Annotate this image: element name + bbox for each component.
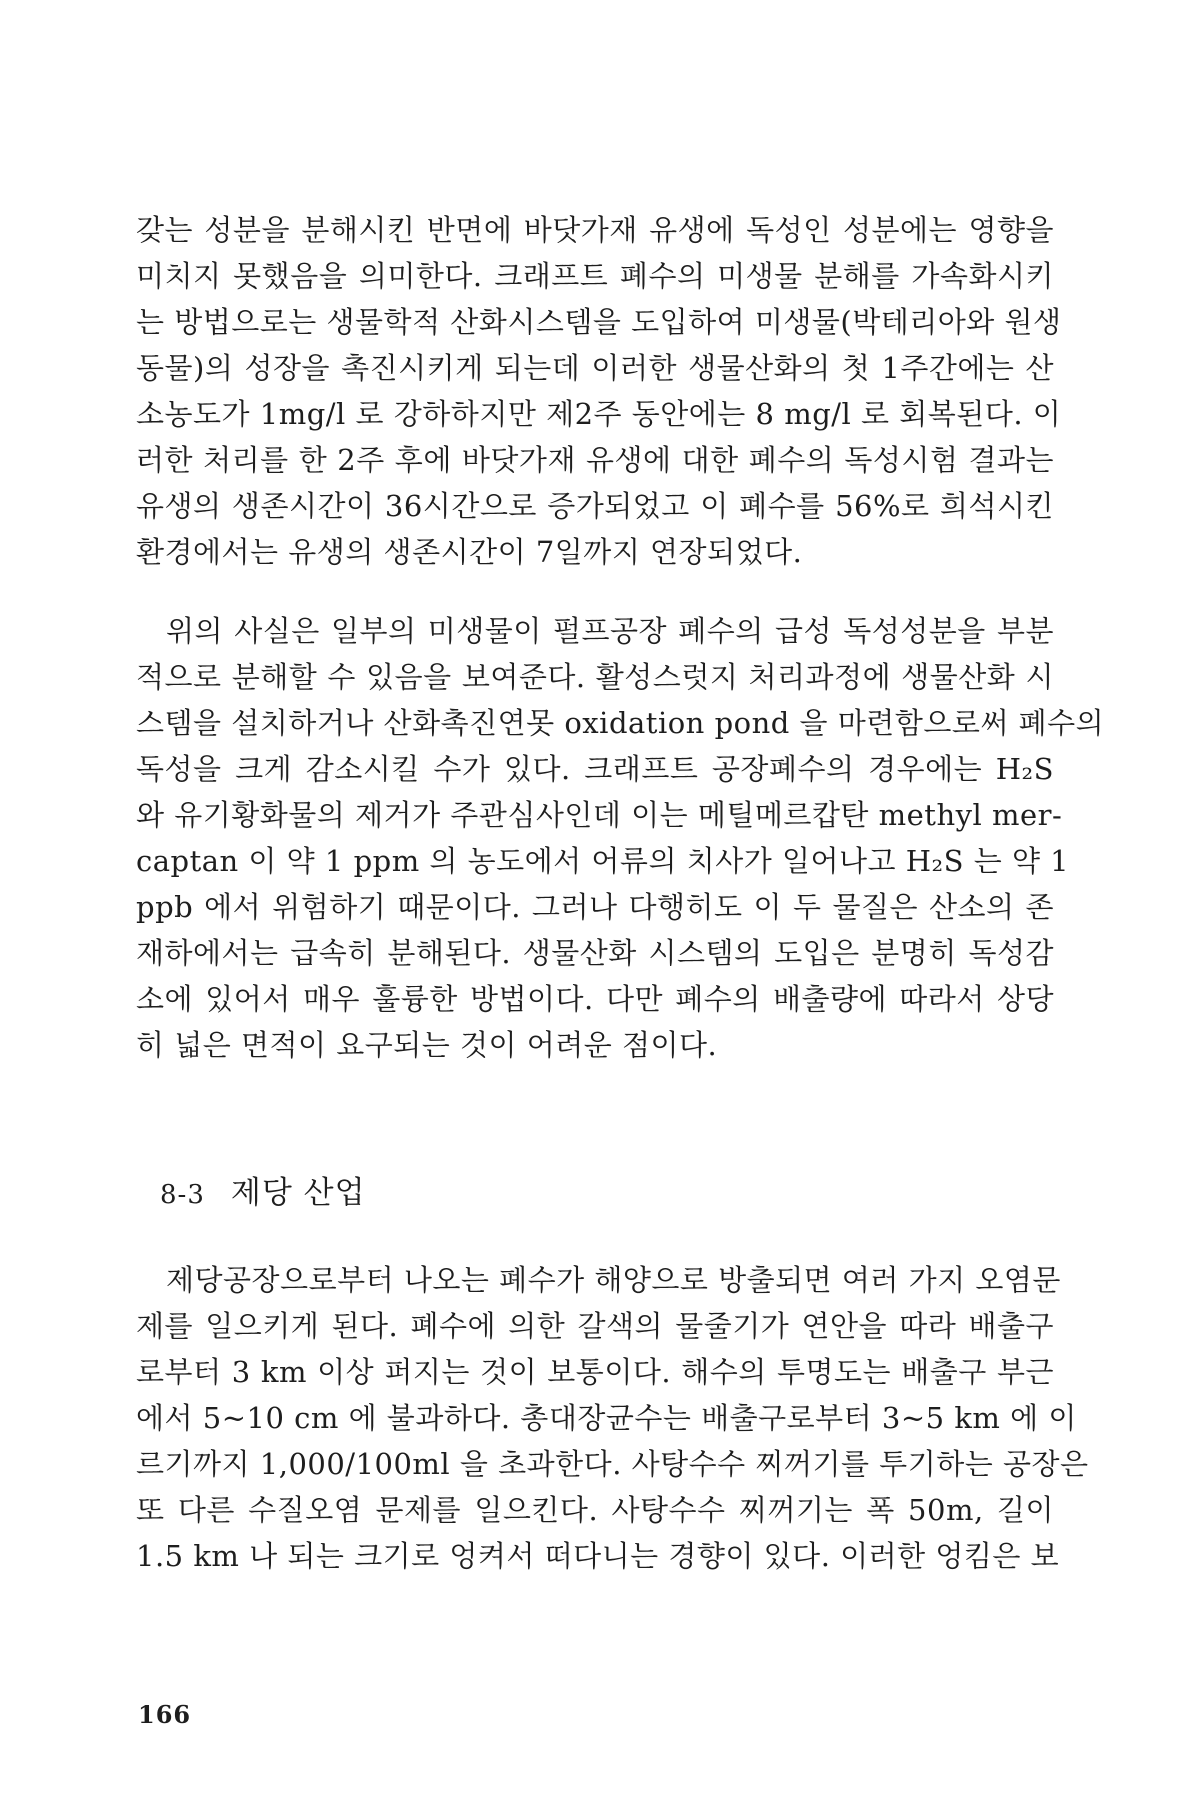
text-line: 제당공장으로부터 나오는 폐수가 해양으로 방출되면 여러 가지 오염문 — [166, 1263, 1061, 1297]
text-line: 히 넓은 면적이 요구되는 것이 어려운 점이다. — [136, 1028, 718, 1062]
paragraph-lobster-toxicity — [136, 207, 1062, 575]
text-line: captan 이 약 1 ppm 의 농도에서 어류의 치사가 일어나고 H₂S 는 약 1 — [136, 844, 1070, 878]
text-line: 와 유기황화물의 제거가 주관심사인데 이는 메틸메르캅탄 methyl mer- — [136, 798, 1063, 832]
text-line: 소에 있어서 매우 훌륭한 방법이다. 다만 폐수의 배출량에 따라서 상당 — [136, 982, 1054, 1016]
section-heading — [160, 1168, 366, 1218]
text-line: 또 다른 수질오염 문제를 일으킨다. 사탕수수 찌꺼기는 폭 50m, 길이 — [136, 1493, 1054, 1527]
text-line: 제를 일으키게 된다. 폐수에 의한 갈색의 물줄기가 연안을 따라 배출구 — [136, 1309, 1054, 1343]
section-number: 8-3 — [160, 1180, 205, 1210]
paragraph-biological-oxidation — [136, 608, 1105, 1068]
text-line: 재하에서는 급속히 분해된다. 생물산화 시스템의 도입은 분명히 독성감 — [136, 936, 1054, 970]
text-line: 에서 5~10 cm 에 불과하다. 총대장균수는 배출구로부터 3~5 km 에 이 — [136, 1401, 1077, 1435]
text-line: 동물)의 성장을 촉진시키게 되는데 이러한 생물산화의 첫 1주간에는 산 — [136, 351, 1054, 385]
text-line: 는 방법으로는 생물학적 산화시스템을 도입하여 미생물(박테리아와 원생 — [136, 305, 1062, 339]
text-line: 1.5 km 나 되는 크기로 엉켜서 떠다니는 경향이 있다. 이러한 엉킴은 보 — [136, 1539, 1060, 1573]
text-line: 위의 사실은 일부의 미생물이 펄프공장 폐수의 급성 독성성분을 부분 — [166, 614, 1054, 648]
text-line: 유생의 생존시간이 36시간으로 증가되었고 이 폐수를 56%로 희석시킨 — [136, 489, 1054, 523]
page-number: 166 — [138, 1700, 192, 1729]
text-line: ppb 에서 위험하기 때문이다. 그러나 다행히도 이 두 물질은 산소의 존 — [136, 890, 1054, 924]
section-title: 제당 산업 — [230, 1175, 366, 1211]
text-line: 독성을 크게 감소시킬 수가 있다. 크래프트 공장폐수의 경우에는 H₂S — [136, 752, 1054, 786]
text-line: 환경에서는 유생의 생존시간이 7일까지 연장되었다. — [136, 535, 803, 569]
text-line: 러한 처리를 한 2주 후에 바닷가재 유생에 대한 폐수의 독성시험 결과는 — [136, 443, 1054, 477]
text-line: 미치지 못했음을 의미한다. 크래프트 폐수의 미생물 분해를 가속화시키 — [136, 259, 1054, 293]
text-line: 소농도가 1mg/l 로 강하하지만 제2주 동안에는 8 mg/l 로 회복된다. 이 — [136, 397, 1062, 431]
paragraph-sugar-industry — [136, 1257, 1089, 1579]
text-line: 갖는 성분을 분해시킨 반면에 바닷가재 유생에 독성인 성분에는 영향을 — [136, 213, 1054, 247]
text-line: 르기까지 1,000/100ml 을 초과한다. 사탕수수 찌꺼기를 투기하는 공장은 — [136, 1447, 1089, 1481]
text-line: 스템을 설치하거나 산화촉진연못 oxidation pond 을 마련함으로써 폐수의 — [136, 706, 1105, 740]
text-line: 적으로 분해할 수 있음을 보여준다. 활성스럿지 처리과정에 생물산화 시 — [136, 660, 1054, 694]
text-line: 로부터 3 km 이상 퍼지는 것이 보통이다. 해수의 투명도는 배출구 부근 — [136, 1355, 1054, 1389]
